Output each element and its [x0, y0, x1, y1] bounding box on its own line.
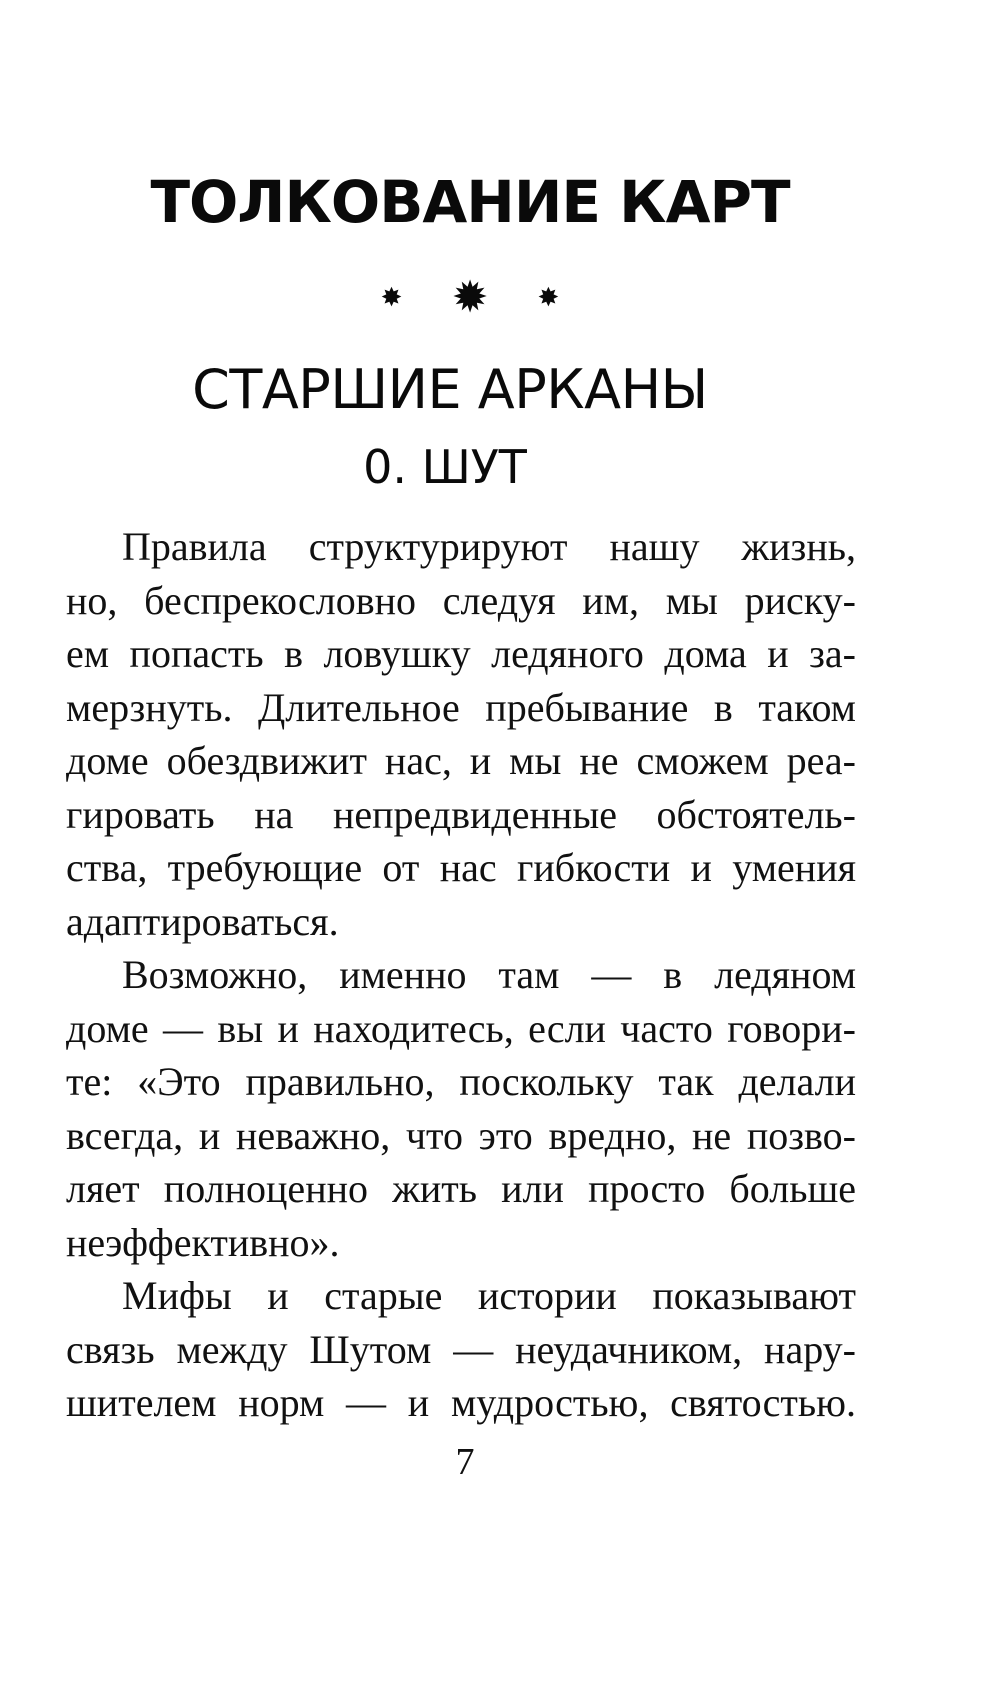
text-line: но, беспрекословно следуя им, мы риску- [66, 577, 856, 623]
star-icon: ✹ [451, 272, 489, 323]
text-line: шителем норм — и мудростью, святостью. [66, 1380, 856, 1425]
text-line: адаптироваться. [66, 898, 339, 944]
paragraph [66, 948, 856, 1269]
text-line: Возможно, именно там — в ледяном [122, 952, 856, 997]
star-icon: ✸ [380, 282, 403, 313]
text-line: доме — вы и находитесь, если часто говори- [66, 1005, 856, 1051]
paragraph [66, 1269, 856, 1430]
section-title: СТАРШИЕ АРКАНЫ [192, 358, 708, 421]
text-line: гировать на непредвиденные обстоятель- [66, 791, 856, 837]
text-line: Правила структурируют нашу жизнь, [122, 524, 856, 569]
ornament-divider [0, 272, 940, 323]
text-line: Мифы и старые истории показывают [122, 1273, 856, 1318]
text-line: всегда, и неважно, что это вредно, не позво- [66, 1112, 856, 1158]
paragraph [66, 520, 856, 948]
text-line: те: «Это правильно, поскольку так делали [66, 1059, 856, 1104]
page-number: 7 [455, 1441, 475, 1483]
text-line: ства, требующие от нас гибкости и умения [66, 845, 856, 890]
text-line: связь между Шутом — неудачником, нару- [66, 1326, 856, 1372]
chapter-title: ТОЛКОВАНИЕ КАРТ [150, 168, 790, 236]
text-line: ляет полноценно жить или просто больше [66, 1166, 856, 1211]
body-text [66, 520, 856, 1430]
text-line: ем попасть в ловушку ледяного дома и за- [66, 631, 856, 676]
text-line: доме обездвижит нас, и мы не сможем реа- [66, 738, 856, 783]
text-line: мерзнуть. Длительное пребывание в таком [66, 684, 856, 730]
subsection-title: 0. ШУТ [363, 440, 527, 494]
star-icon: ✸ [537, 282, 560, 313]
text-line: неэффективно». [66, 1219, 340, 1265]
